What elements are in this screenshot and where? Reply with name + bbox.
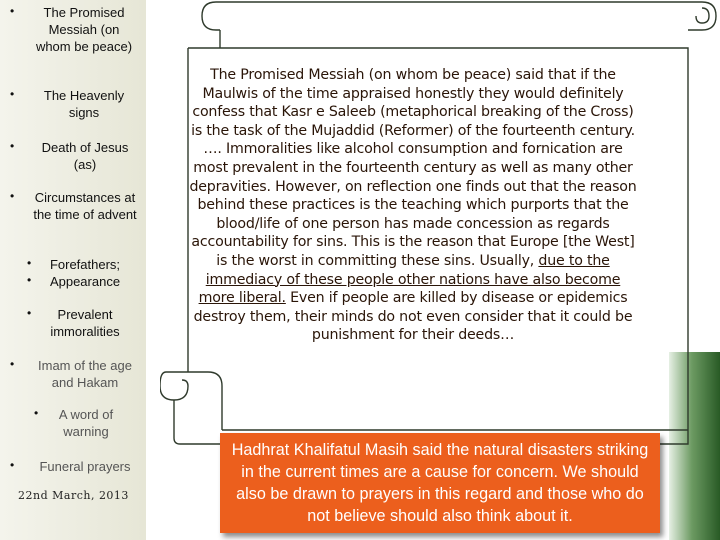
sidebar-item-label: Imam of the age and Hakam [38,358,132,390]
quote-text-part-1: The Promised Messiah (on whom be peace) said that if the Maulwis of the time appraised honestly they would definitely confess that Kasr e Saleeb (metaphorical breaking of the Cross) is the task of the Mujaddid (Reformer) of the fourteenth century. …. Immoralities like alcohol consumption and fornication are most prevalent in the fourteenth century as well as many other depravities. However, on reflection one finds out that the reason behind these practices is the teaching which purports that the blood/life of one person has made concession as regards accountability for sins. This is the reason that Europe [the West] is the worst in committing these sins. Usually, [189,67,637,269]
sidebar-item-label: The Heavenly signs [43,88,125,120]
bullet-icon: • [10,87,15,101]
sidebar-item-label: Circumstances at the time of advent [33,190,137,222]
bullet-icon: • [34,406,39,420]
notice-text: Hadhrat Khalifatul Masih said the natural disasters striking in the current times are a cause for concern. We should also be drawn to prayers in this regard and those who do not believe should also think about it. [231,441,649,525]
sidebar-item-label: The Promised Messiah (on whom be peace) [35,5,133,54]
bullet-icon: • [27,273,32,287]
bullet-icon: • [10,4,15,18]
quote-text [188,66,638,345]
sidebar-item-label: Prevalent immoralities [50,307,120,339]
bullet-icon: • [27,306,32,320]
sidebar-item-label: Death of Jesus (as) [41,140,129,172]
quote-text-part-2: Even if people are killed by disease or epidemics destroy them, their minds do not even consider that it could be punishment for their deeds… [193,290,633,344]
quote-underlined-text: due to the immediacy of these people other nations have also become more liberal. [198,252,621,307]
bullet-icon: • [10,458,15,472]
sidebar-item-label: Funeral prayers [39,459,131,474]
sidebar-item-label: A word of warning [58,407,114,439]
sidebar [0,0,146,540]
bullet-icon: • [10,189,15,203]
sidebar-item-label: Forefathers; Appearance [49,257,121,289]
notice-box [220,433,660,533]
bullet-icon: • [27,256,32,270]
bullet-icon: • [10,139,15,153]
bullet-icon: • [10,357,15,371]
sidebar-date: 22nd March, 2013 [18,489,129,502]
